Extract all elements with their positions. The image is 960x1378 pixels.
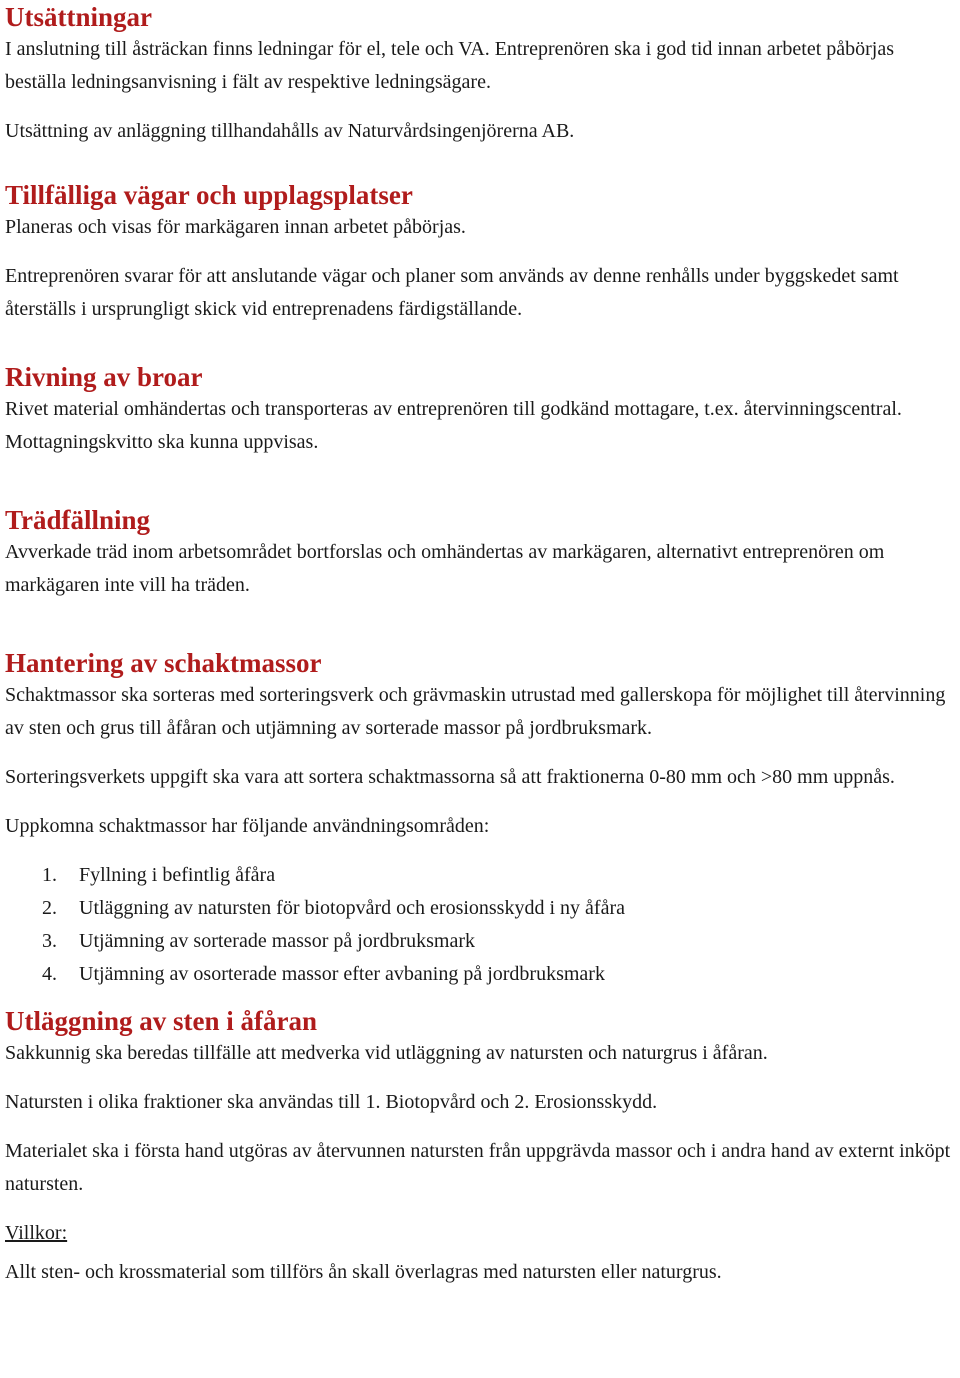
villkor-label: Villkor: [5,1222,68,1244]
list-item-text: Utjämning av sorterade massor på jordbruksmark [79,930,476,952]
paragraph: Utsättning av anläggning tillhandahålls av Naturvårdsingenjörerna AB. [5,120,575,142]
list-item [5,958,955,991]
list-item-number: 4. [42,963,57,985]
list-item-text: Fyllning i befintlig åfåra [79,864,276,886]
paragraph: Materialet ska i första hand utgöras av återvunnen natursten från uppgrävda massor och i andra hand av externt inköpt natursten. [5,1140,951,1195]
heading-rivning-av-broar: Rivning av broar [5,362,203,392]
paragraph: Sorteringsverkets uppgift ska vara att sortera schaktmassorna så att fraktionerna 0-80 mm och >80 mm uppnås. [5,766,895,788]
list-item-number: 2. [42,897,57,919]
paragraph: Planeras och visas för markägaren innan arbetet påbörjas. [5,216,466,238]
heading-tillfalliga-vagar: Tillfälliga vägar och upplagsplatser [5,180,413,210]
list-item-text: Utläggning av natursten för biotopvård och erosionsskydd i ny åfåra [79,897,625,919]
paragraph: Avverkade träd inom arbetsområdet bortforslas och omhändertas av markägaren, alternativt entreprenören om markägaren inte vill ha träden. [5,541,885,596]
heading-tradfallning: Trädfällning [5,505,151,535]
paragraph: Entreprenören svarar för att anslutande vägar och planer som används av denne renhålls under byggskedet samt återställs i ursprungligt skick vid entreprenadens färdigställande. [5,265,899,320]
list-item [5,925,955,958]
list-item [5,892,955,925]
usage-list [5,859,955,991]
paragraph: I anslutning till åsträckan finns ledningar för el, tele och VA. Entreprenören ska i god tid innan arbetet påbörjas beställa ledningsanvisning i fält av respektive ledningsägare. [5,38,895,93]
paragraph: Schaktmassor ska sorteras med sorteringsverk och grävmaskin utrustad med gallerskopa för möjlighet till återvinning av sten och grus till åfåran och utjämning av sorterade massor på jordbruksmark. [5,684,946,739]
paragraph: Sakkunnig ska beredas tillfälle att medverka vid utläggning av natursten och naturgrus i åfåran. [5,1042,768,1064]
heading-utlaggning-sten: Utläggning av sten i åfåran [5,1006,318,1036]
heading-hantering-schaktmassor: Hantering av schaktmassor [5,648,322,678]
paragraph: Rivet material omhändertas och transporteras av entreprenören till godkänd mottagare, t.ex. återvinningscentral. Mottagningskvitto ska kunna uppvisas. [5,398,902,453]
paragraph: Uppkomna schaktmassor har följande användningsområden: [5,815,490,837]
paragraph: Natursten i olika fraktioner ska användas till 1. Biotopvård och 2. Erosionsskydd. [5,1091,658,1113]
list-item-number: 1. [42,864,57,886]
list-item-text: Utjämning av osorterade massor efter avbaning på jordbruksmark [79,963,605,985]
document-page [5,0,955,1289]
list-item-number: 3. [42,930,57,952]
paragraph: Allt sten- och krossmaterial som tillförs ån skall överlagras med natursten eller naturgrus. [5,1261,722,1283]
list-item [5,859,955,892]
heading-utsattningar: Utsättningar [5,2,152,32]
